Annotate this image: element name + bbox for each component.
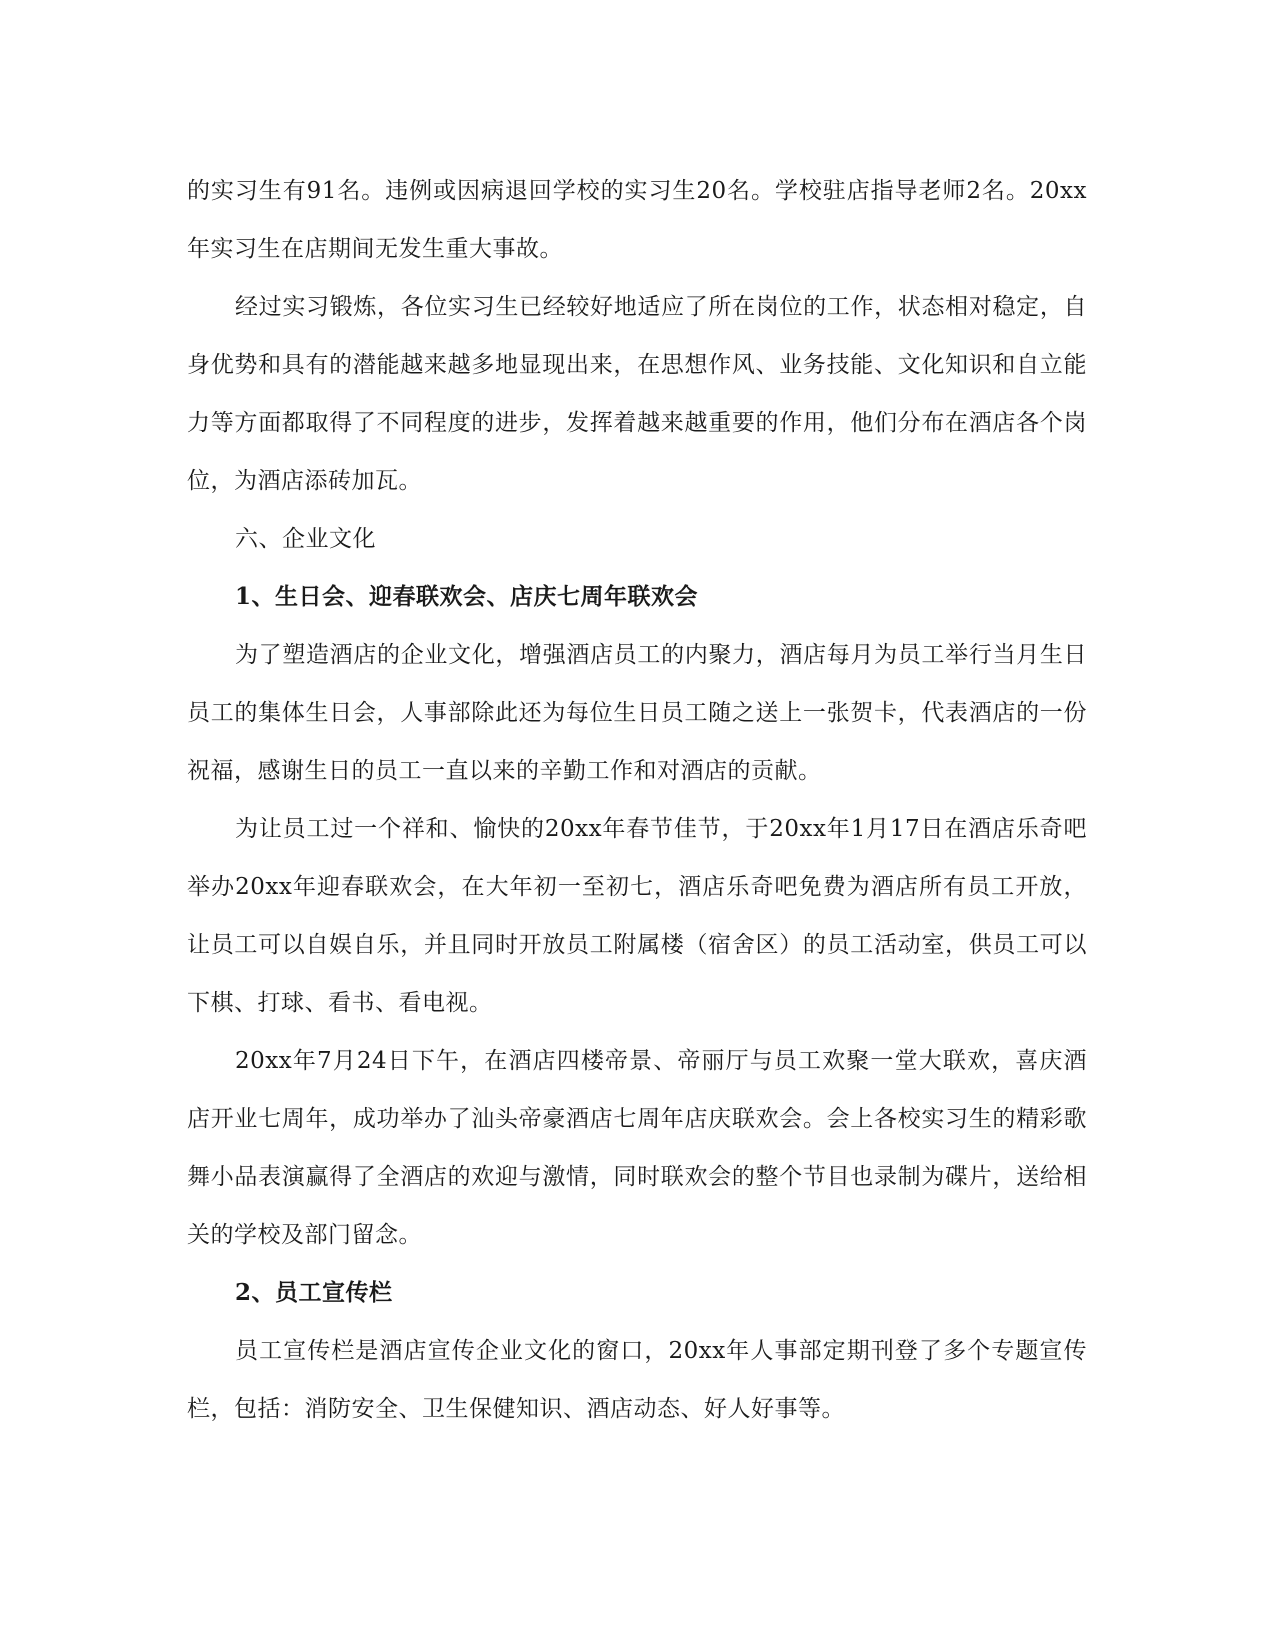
section-heading-corporate-culture: 六、企业文化 [235, 526, 376, 552]
paragraph-bulletin-board: 员工宣传栏是酒店宣传企业文化的窗口，20xx年人事部定期刊登了多个专题宣传栏，包括：消防安全、卫生保健知识、酒店动态、好人好事等。 [187, 1338, 1087, 1422]
paragraph-continuation: 的实习生有91名。违例或因病退回学校的实习生20名。学校驻店指导老师2名。20xx年实习生在店期间无发生重大事故。 [187, 178, 1087, 262]
paragraph-spring-festival: 为让员工过一个祥和、愉快的20xx年春节佳节，于20xx年1月17日在酒店乐奇吧举办20xx年迎春联欢会，在大年初一至初七，酒店乐奇吧免费为酒店所有员工开放，让员工可以自娱自乐，并且同时开放员工附属楼（宿舍区）的员工活动室，供员工可以下棋、打球、看书、看电视。 [187, 816, 1087, 1016]
subheading-bulletin-board: 2、员工宣传栏 [235, 1279, 393, 1306]
paragraph-anniversary: 20xx年7月24日下午，在酒店四楼帝景、帝丽厅与员工欢聚一堂大联欢，喜庆酒店开业七周年，成功举办了汕头帝豪酒店七周年店庆联欢会。会上各校实习生的精彩歌舞小品表演赢得了全酒店的欢迎与激情，同时联欢会的整个节目也录制为碟片，送给相关的学校及部门留念。 [187, 1048, 1087, 1248]
subheading-celebrations: 1、生日会、迎春联欢会、店庆七周年联欢会 [235, 583, 699, 610]
paragraph-intern-progress: 经过实习锻炼，各位实习生已经较好地适应了所在岗位的工作，状态相对稳定，自身优势和具有的潜能越来越多地显现出来，在思想作风、业务技能、文化知识和自立能力等方面都取得了不同程度的进步，发挥着越来越重要的作用，他们分布在酒店各个岗位，为酒店添砖加瓦。 [187, 294, 1087, 494]
paragraph-birthday-party: 为了塑造酒店的企业文化，增强酒店员工的内聚力，酒店每月为员工举行当月生日员工的集体生日会，人事部除此还为每位生日员工随之送上一张贺卡，代表酒店的一份祝福，感谢生日的员工一直以来的辛勤工作和对酒店的贡献。 [187, 642, 1087, 784]
document-body [187, 162, 1087, 1438]
